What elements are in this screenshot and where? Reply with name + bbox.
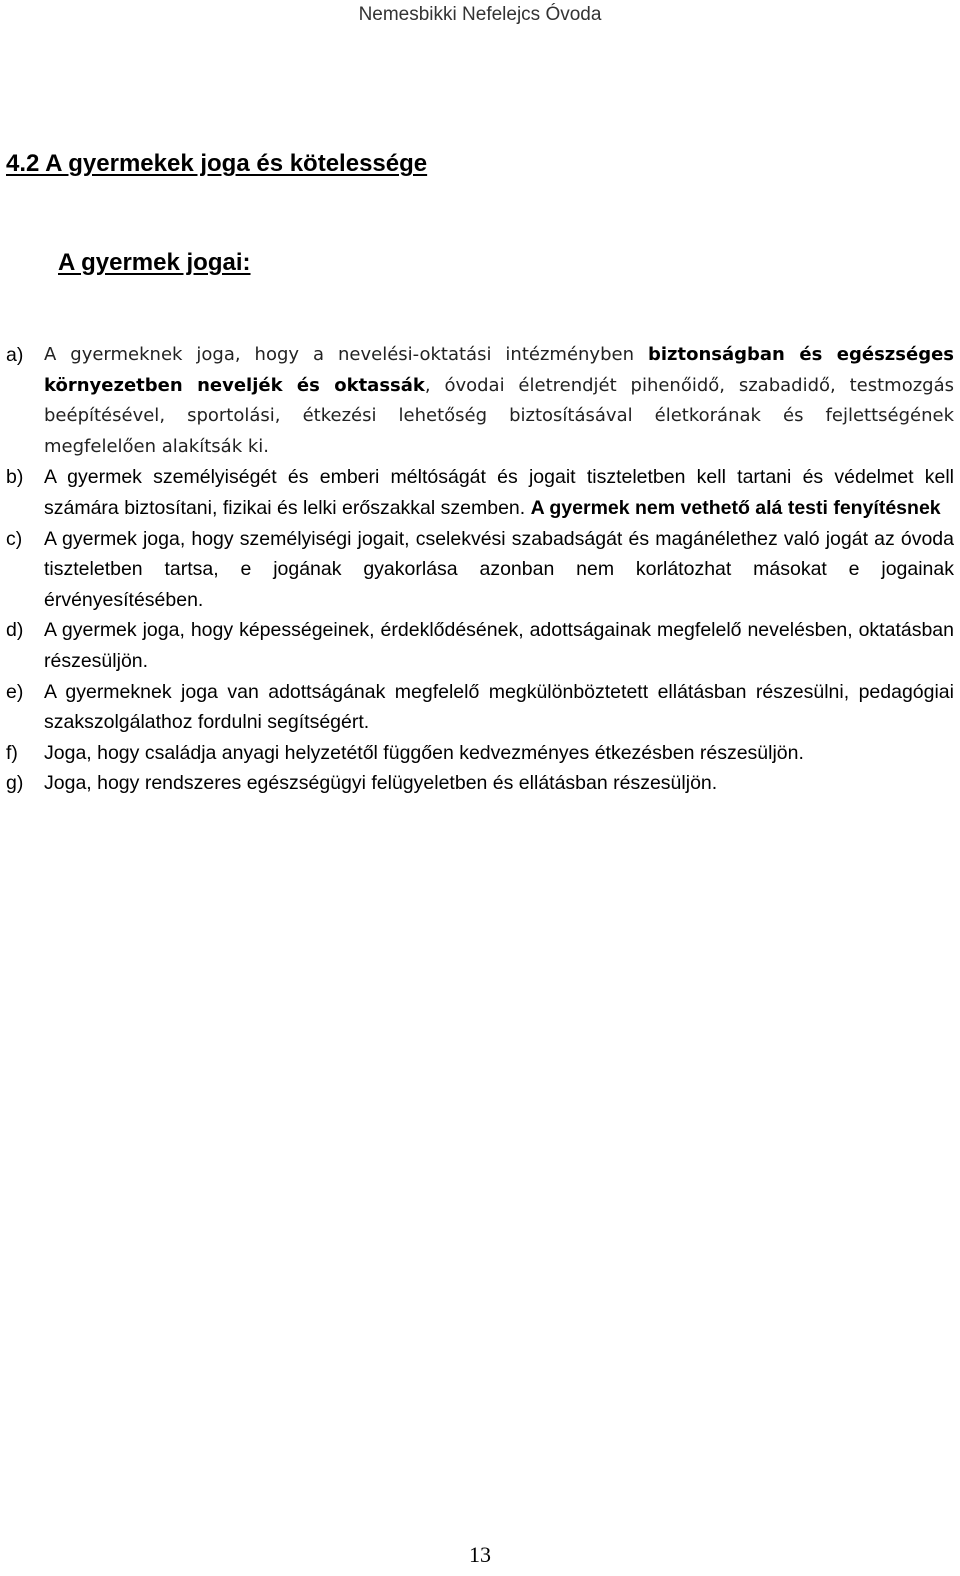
item-text (44, 462, 954, 523)
page-header: Nemesbikki Nefelejcs Óvoda (358, 4, 602, 25)
right-item-e (6, 677, 954, 738)
item-text (44, 738, 954, 769)
text-segment: Joga, hogy rendszeres egészségügyi felügyeletben és ellátásban részesüljön. (44, 772, 718, 795)
bold-text-segment: A gyermek nem vethető alá testi fenyítésnek (530, 496, 941, 519)
item-letter: c) (6, 527, 23, 550)
subsection-title: A gyermek jogai: (58, 249, 251, 276)
right-item-c (6, 524, 954, 616)
text-segment: A gyermek joga, hogy személyiségi jogait, cselekvési szabadságát és magánélethez való jogát az óvoda tiszteletben tartsa, e jogának gyakorlása azonban nem korlátozhat másokat e jogainak érvényesítésében. (44, 527, 954, 611)
item-text (44, 768, 954, 799)
right-item-d (6, 615, 954, 676)
text-segment: A gyermeknek joga, hogy a nevelési-oktatási intézményben (44, 344, 648, 365)
text-segment: Joga, hogy családja anyagi helyzetétől függően kedvezményes étkezésben részesüljön. (44, 741, 804, 764)
text-segment: A gyermek személyiségét és emberi méltóságát és jogait tiszteletben kell tartani és védelmet kell számára biztosítani, fizikai és lelki erőszakkal szemben. (44, 466, 954, 519)
item-letter: e) (6, 680, 24, 703)
text-segment: A gyermek joga, hogy képességeinek, érdeklődésének, adottságainak megfelelő nevelésben, oktatásban részesüljön. (44, 619, 954, 672)
item-letter: g) (6, 772, 24, 795)
right-item-f (6, 738, 954, 769)
bold-text-segment: biztonságban és egészséges környezetben neveljék és oktassák (44, 344, 955, 396)
item-letter: d) (6, 619, 24, 642)
item-text (44, 677, 954, 738)
item-letter: a) (6, 344, 24, 366)
item-letter: b) (6, 466, 24, 489)
item-letter: f) (6, 741, 18, 764)
item-text (44, 340, 954, 462)
right-item-b (6, 462, 954, 523)
item-text (44, 524, 954, 616)
right-item-g (6, 768, 954, 799)
text-segment: A gyermeknek joga van adottságának megfelelő megkülönböztetett ellátásban részesülni, pedagógiai szakszolgálathoz fordulni segítségért. (44, 680, 954, 734)
text-segment: , óvodai életrendjét pihenőidő, szabadidő, testmozgás beépítésével, sportolási, étkezési lehetőség biztosításával életkorának és fejlettségének megfelelően alakítsák ki. (44, 374, 954, 457)
right-item-a (6, 340, 954, 462)
section-title: 4.2 A gyermekek joga és kötelessége (6, 150, 428, 177)
page-number: 13 (469, 1542, 491, 1567)
item-text (44, 615, 954, 676)
rights-list (6, 340, 954, 799)
